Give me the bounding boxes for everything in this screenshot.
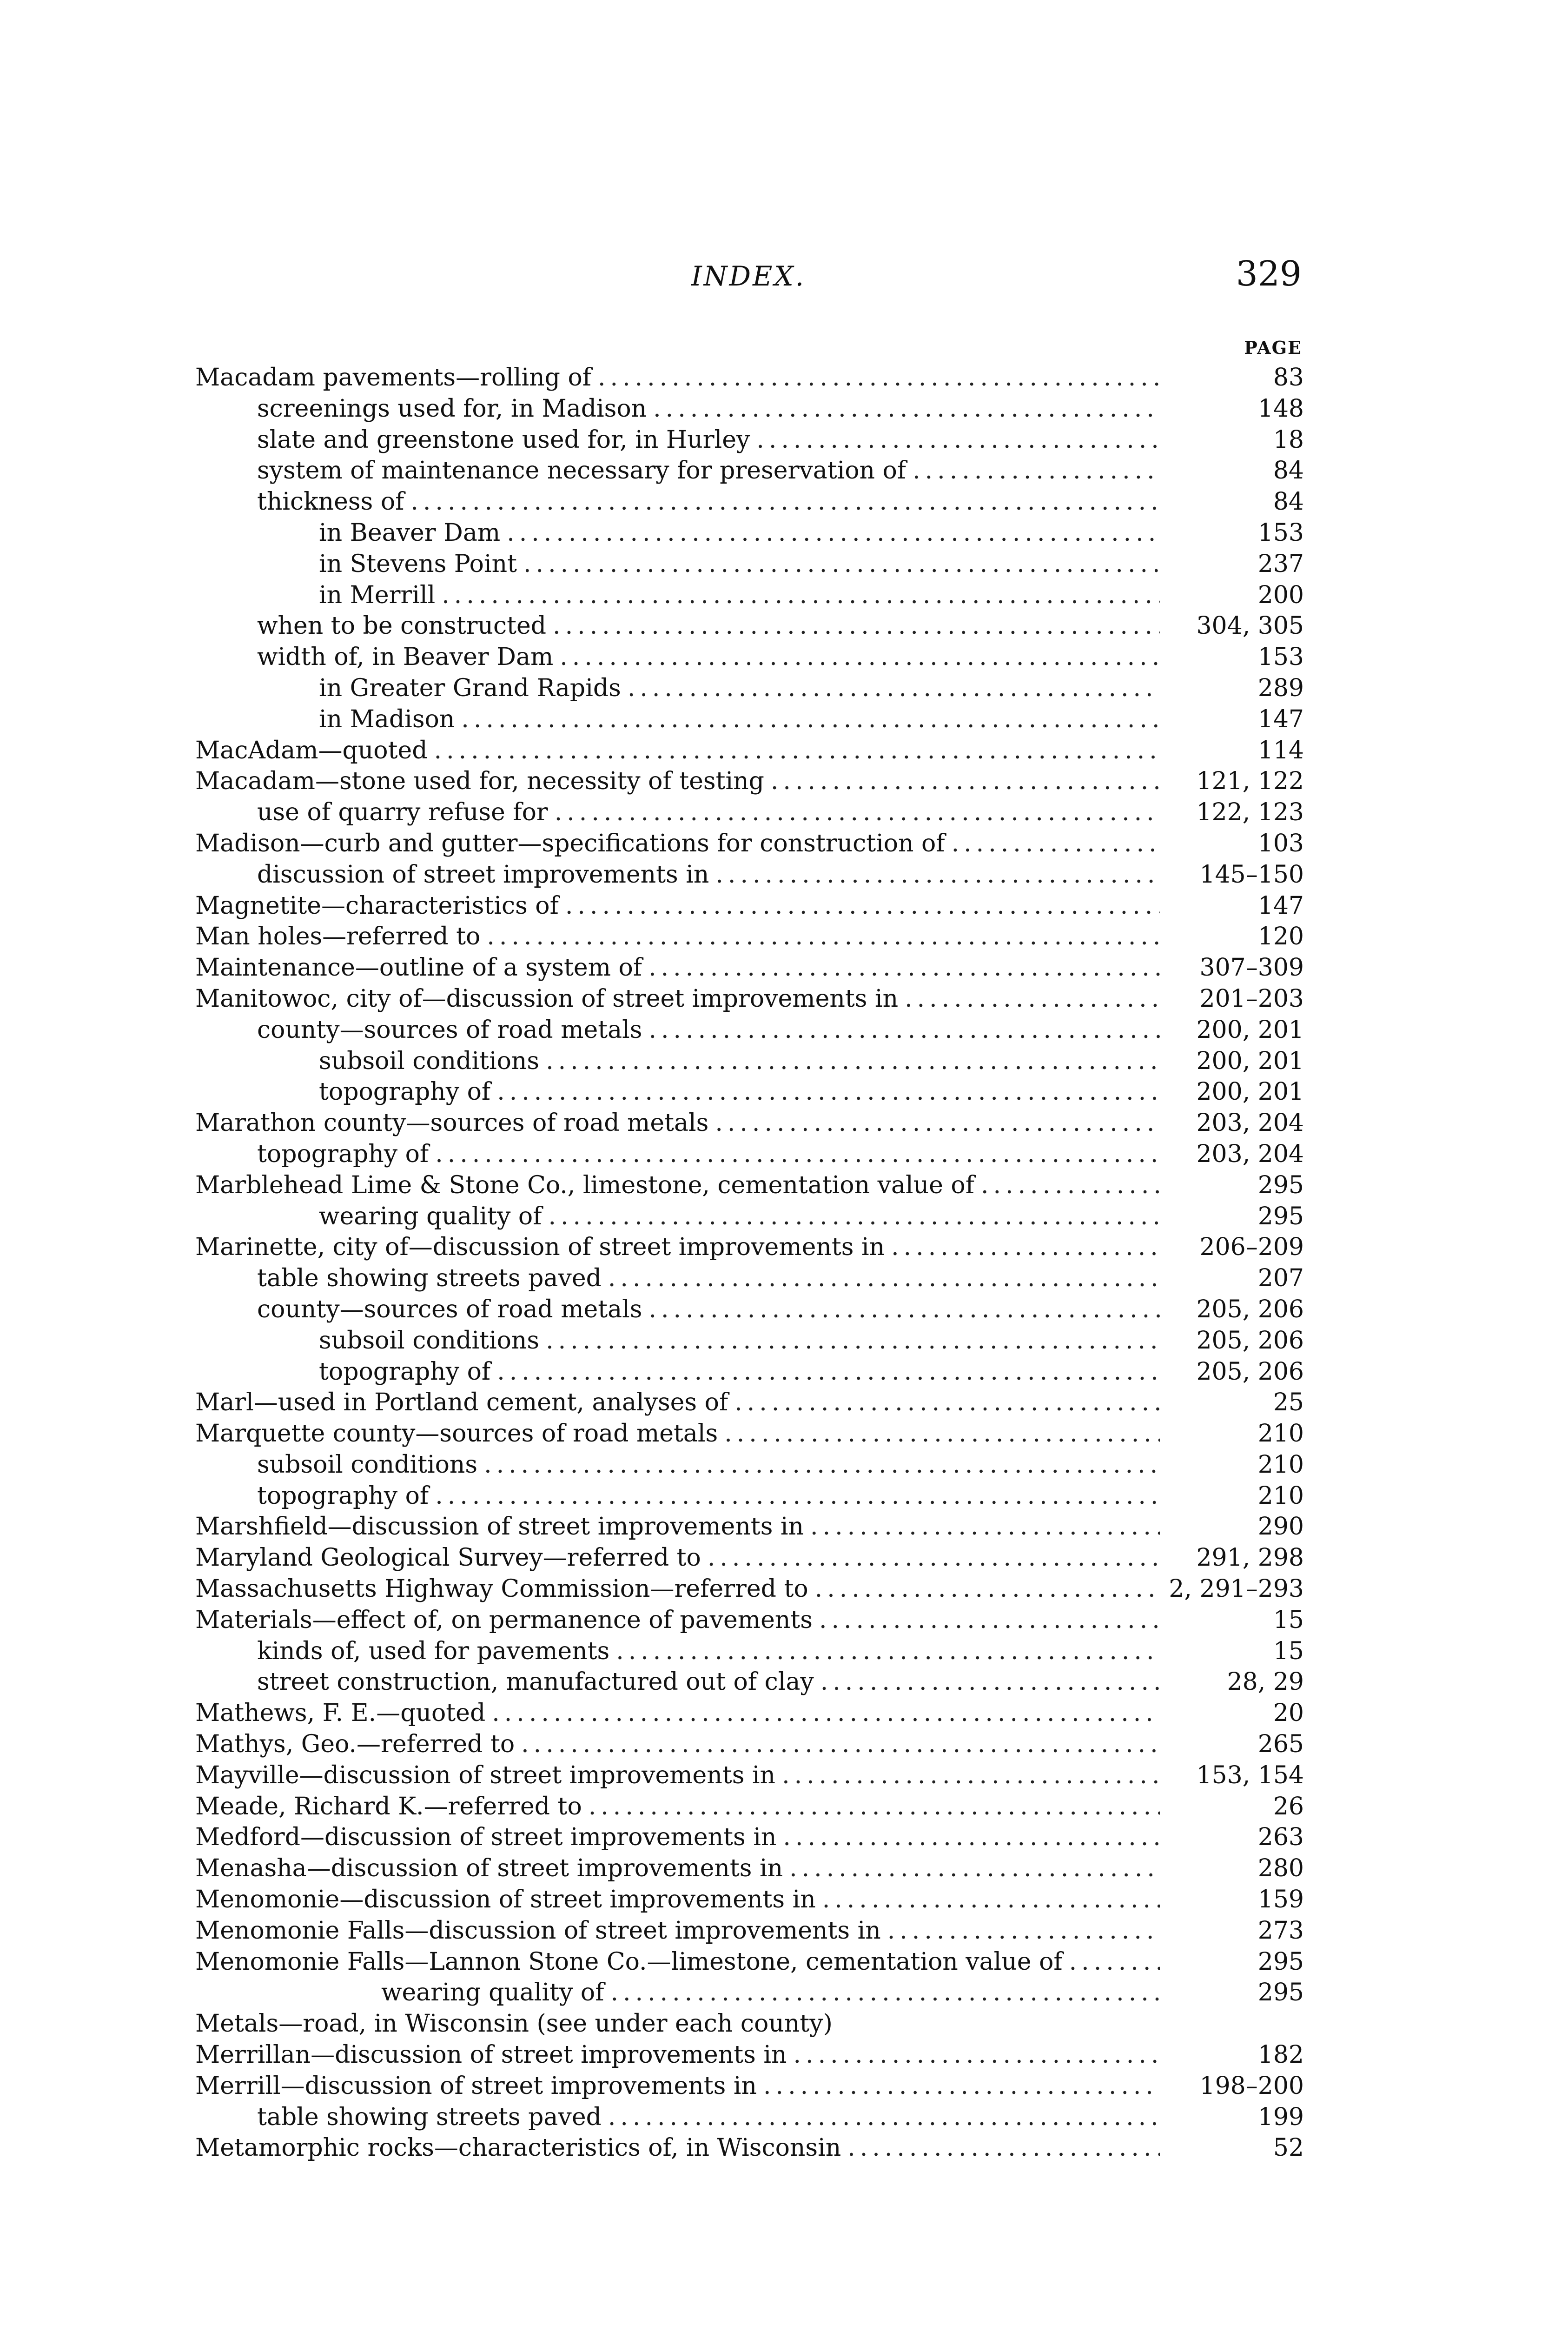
entry-page: 103 [1257, 829, 1304, 857]
entry-page: 203, 204 [1196, 1140, 1304, 1168]
entry-page: 205, 206 [1196, 1326, 1304, 1355]
entry-text: in Greater Grand Rapids [319, 674, 621, 702]
index-entry [195, 612, 1304, 643]
entry-text: Manitowoc, city of—discussion of street improvements in [195, 984, 899, 1013]
entry-text: Metals—road, in Wisconsin (see under each county) [195, 2010, 833, 2038]
entry-page: 237 [1257, 550, 1304, 578]
entry-text: discussion of street improvements in [257, 860, 709, 889]
dot-leader [487, 923, 1160, 950]
entry-text: Mathews, F. E.—quoted [195, 1699, 486, 1727]
dot-leader [847, 2134, 1160, 2162]
entry-text: Menomonie—discussion of street improvements in [195, 1886, 816, 1914]
dot-leader [546, 1327, 1160, 1355]
index-entry [195, 1451, 1304, 1482]
entry-text: in Beaver Dam [319, 518, 501, 547]
entry-text: county—sources of road metals [257, 1016, 642, 1044]
entry-text: Maintenance—outline of a system of [195, 954, 642, 982]
index-entry [195, 1327, 1304, 1358]
entry-page: 200, 201 [1196, 1016, 1304, 1044]
index-entry [195, 1793, 1304, 1824]
dot-leader [497, 1078, 1160, 1106]
index-entry [195, 798, 1304, 830]
dot-leader [820, 1668, 1160, 1696]
entry-page: 20 [1273, 1699, 1304, 1727]
dot-leader [553, 612, 1160, 640]
dot-leader [598, 364, 1160, 392]
index-entry [195, 985, 1304, 1016]
index-entry [195, 1886, 1304, 1917]
index-entry [195, 1388, 1304, 1420]
dot-leader [981, 1171, 1160, 1199]
index-entry [195, 1823, 1304, 1854]
entry-text: table showing streets paved [257, 2103, 602, 2131]
entry-page: 210 [1257, 1420, 1304, 1448]
entry-text: slate and greenstone used for, in Hurley [257, 425, 750, 454]
entry-text: street construction, manufactured out of clay [257, 1668, 814, 1696]
dot-leader [435, 1482, 1160, 1510]
entry-text: Madison—curb and gutter—specifications for construction of [195, 829, 945, 857]
entry-page: 295 [1257, 1171, 1304, 1199]
index-entry [195, 1047, 1304, 1078]
index-entry [195, 1420, 1304, 1451]
entry-text: Merrill—discussion of street improvements in [195, 2072, 757, 2100]
index-entry [195, 581, 1304, 612]
entry-page: 207 [1257, 1264, 1304, 1293]
page-title: INDEX. [691, 260, 806, 292]
index-entry [195, 1358, 1304, 1389]
entry-text: Man holes—referred to [195, 923, 481, 951]
index-entry [195, 2010, 1304, 2041]
dot-leader [819, 1606, 1160, 1634]
dot-leader [715, 1109, 1160, 1137]
index-entry [195, 364, 1304, 395]
entry-text: county—sources of road metals [257, 1295, 642, 1323]
entry-text: Marl—used in Portland cement, analyses of [195, 1388, 728, 1417]
entry-page: 15 [1273, 1606, 1304, 1634]
dot-leader [649, 1016, 1160, 1044]
dot-leader [782, 1761, 1160, 1789]
dot-leader [653, 395, 1160, 423]
index-entry [195, 1482, 1304, 1513]
index-entry [195, 1606, 1304, 1637]
dot-leader [810, 1513, 1160, 1541]
entry-page: 295 [1257, 1947, 1304, 1976]
index-entry [195, 2103, 1304, 2134]
dot-leader [442, 581, 1160, 609]
index-entry [195, 643, 1304, 674]
dot-leader [756, 426, 1160, 454]
entry-page: 120 [1257, 923, 1304, 951]
entry-text: topography of [257, 1140, 429, 1168]
entry-page: 52 [1273, 2134, 1304, 2162]
index-entry [195, 1295, 1304, 1327]
entry-page: 84 [1273, 457, 1304, 485]
index-entry [195, 1730, 1304, 1761]
entry-page: 290 [1257, 1513, 1304, 1541]
index-entry [195, 1513, 1304, 1544]
dot-leader [507, 519, 1160, 547]
entry-text: Maryland Geological Survey—referred to [195, 1544, 701, 1572]
entry-page: 25 [1273, 1388, 1304, 1417]
entry-page: 203, 204 [1196, 1109, 1304, 1137]
entry-page: 145–150 [1199, 860, 1304, 889]
dot-leader [560, 643, 1160, 671]
index-entry [195, 1668, 1304, 1699]
entry-page: 291, 298 [1196, 1544, 1304, 1572]
entry-text: Marathon county—sources of road metals [195, 1109, 709, 1137]
entry-page: 148 [1257, 394, 1304, 423]
entry-text: Macadam—stone used for, necessity of testing [195, 767, 764, 796]
dot-leader [628, 674, 1160, 702]
dot-leader [715, 861, 1160, 889]
dot-leader [497, 1358, 1160, 1386]
index-entry [195, 1979, 1304, 2010]
entry-text: topography of [319, 1357, 491, 1386]
entry-page: 114 [1257, 736, 1304, 764]
index-entry [195, 1016, 1304, 1047]
index-entry [195, 488, 1304, 519]
entry-text: width of, in Beaver Dam [257, 643, 554, 671]
entry-page: 200 [1257, 581, 1304, 609]
index-entry [195, 1171, 1304, 1202]
page-header [195, 251, 1302, 307]
index-entry [195, 892, 1304, 923]
dot-leader [1069, 1948, 1160, 1976]
entry-text: kinds of, used for pavements [257, 1637, 610, 1665]
index-entry [195, 1854, 1304, 1886]
dot-leader [521, 1730, 1160, 1758]
entry-page: 15 [1273, 1637, 1304, 1665]
entry-page: 26 [1273, 1792, 1304, 1820]
dot-leader [484, 1451, 1160, 1479]
index-entry [195, 1575, 1304, 1606]
entry-page: 147 [1257, 705, 1304, 733]
index-entry [195, 457, 1304, 488]
entry-text: Marblehead Lime & Stone Co., limestone, cementation value of [195, 1171, 974, 1199]
dot-leader [783, 1823, 1160, 1851]
dot-leader [789, 1854, 1160, 1882]
entry-page: 280 [1257, 1854, 1304, 1883]
index-entry [195, 2072, 1304, 2103]
entry-page: 210 [1257, 1450, 1304, 1479]
entry-text: subsoil conditions [319, 1047, 540, 1075]
dot-leader [434, 737, 1160, 764]
index-entry [195, 1948, 1304, 1979]
page-number: 329 [1236, 254, 1302, 294]
dot-leader [546, 1047, 1160, 1075]
entry-text: Massachusetts Highway Commission—referred to [195, 1575, 808, 1603]
entry-page: 2, 291–293 [1169, 1575, 1304, 1603]
index-entry [195, 830, 1304, 861]
entry-page: 159 [1257, 1886, 1304, 1914]
dot-leader [734, 1388, 1160, 1416]
entry-text: when to be constructed [257, 612, 547, 640]
dot-leader [548, 1202, 1160, 1230]
dot-leader [815, 1575, 1160, 1603]
entry-text: Mayville—discussion of street improvements in [195, 1761, 776, 1789]
index-entry [195, 1699, 1304, 1730]
index-entry [195, 674, 1304, 705]
entry-text: topography of [319, 1078, 491, 1106]
index-entry [195, 519, 1304, 550]
entry-text: wearing quality of [319, 1202, 542, 1230]
entry-page: 200, 201 [1196, 1047, 1304, 1075]
index-entry [195, 1264, 1304, 1295]
entry-page: 153, 154 [1196, 1761, 1304, 1789]
entry-text: Medford—discussion of street improvements in [195, 1823, 777, 1852]
entry-page: 295 [1257, 1979, 1304, 2007]
index-entry [195, 737, 1304, 768]
entry-text: Marquette county—sources of road metals [195, 1420, 718, 1448]
index-entry [195, 767, 1304, 798]
entry-page: 182 [1257, 2041, 1304, 2069]
dot-leader [905, 985, 1160, 1013]
entry-text: Menomonie Falls—discussion of street improvements in [195, 1916, 881, 1945]
entry-page: 122, 123 [1196, 798, 1304, 827]
entry-page: 206–209 [1199, 1233, 1304, 1262]
entry-text: Magnetite—characteristics of [195, 891, 559, 920]
dot-leader [565, 892, 1160, 920]
entry-page: 210 [1257, 1481, 1304, 1510]
index-entries [195, 364, 1304, 2165]
dot-leader [763, 2072, 1160, 2100]
dot-leader [461, 705, 1160, 733]
entry-page: 205, 206 [1196, 1295, 1304, 1323]
entry-text: in Madison [319, 705, 455, 733]
index-entry [195, 1078, 1304, 1109]
entry-page: 289 [1257, 674, 1304, 702]
index-entry [195, 426, 1304, 457]
entry-page: 153 [1257, 518, 1304, 547]
entry-page: 263 [1257, 1823, 1304, 1852]
dot-leader [649, 1295, 1160, 1323]
entry-page: 200, 201 [1196, 1078, 1304, 1106]
entry-text: use of quarry refuse for [257, 798, 548, 827]
dot-leader [608, 2103, 1160, 2131]
index-entry [195, 1202, 1304, 1234]
dot-leader [616, 1637, 1160, 1665]
entry-page: 147 [1257, 891, 1304, 920]
entry-page: 83 [1273, 364, 1304, 392]
index-entry [195, 2041, 1304, 2072]
entry-page: 295 [1257, 1202, 1304, 1230]
entry-text: Meade, Richard K.—referred to [195, 1792, 582, 1820]
index-entry [195, 1109, 1304, 1140]
entry-page: 273 [1257, 1916, 1304, 1945]
dot-leader [771, 767, 1160, 795]
entry-text: Merrillan—discussion of street improvements in [195, 2041, 787, 2069]
entry-text: wearing quality of [381, 1979, 604, 2007]
dot-leader [492, 1699, 1160, 1727]
dot-leader [589, 1793, 1160, 1820]
dot-leader [608, 1264, 1160, 1292]
dot-leader [410, 488, 1160, 516]
dot-leader [887, 1917, 1160, 1945]
index-entry [195, 1917, 1304, 1948]
index-entry [195, 1637, 1304, 1668]
index-entry [195, 1140, 1304, 1171]
dot-leader [648, 954, 1160, 982]
entry-page: 199 [1257, 2103, 1304, 2131]
entry-text: topography of [257, 1481, 429, 1510]
index-entry [195, 550, 1304, 581]
index-entry [195, 395, 1304, 426]
index-entry [195, 705, 1304, 737]
index-entry [195, 923, 1304, 954]
entry-page: 265 [1257, 1730, 1304, 1759]
entry-page: 18 [1273, 425, 1304, 454]
entry-text: in Stevens Point [319, 550, 517, 578]
entry-page: 28, 29 [1227, 1668, 1304, 1696]
entry-page: 201–203 [1199, 984, 1304, 1013]
entry-page: 205, 206 [1196, 1357, 1304, 1386]
dot-leader [913, 457, 1160, 485]
index-entry [195, 1233, 1304, 1264]
entry-page: 304, 305 [1196, 612, 1304, 640]
entry-text: Menomonie Falls—Lannon Stone Co.—limestone, cementation value of [195, 1947, 1063, 1976]
entry-text: Macadam pavements—rolling of [195, 364, 592, 392]
entry-text: subsoil conditions [319, 1326, 540, 1355]
entry-text: system of maintenance necessary for preservation of [257, 457, 906, 485]
entry-text: Metamorphic rocks—characteristics of, in Wisconsin [195, 2134, 841, 2162]
dot-leader [435, 1140, 1160, 1168]
entry-text: screenings used for, in Madison [257, 394, 647, 423]
entry-text: Marshfield—discussion of street improvements in [195, 1513, 804, 1541]
index-entry [195, 1761, 1304, 1793]
dot-leader [523, 550, 1160, 578]
entry-text: MacAdam—quoted [195, 736, 428, 764]
page-column-label: PAGE [1244, 337, 1302, 358]
dot-leader [555, 798, 1160, 826]
entry-text: Menasha—discussion of street improvements in [195, 1854, 783, 1883]
dot-leader [794, 2041, 1160, 2069]
index-entry [195, 2134, 1304, 2165]
entry-text: Mathys, Geo.—referred to [195, 1730, 515, 1759]
entry-text: Materials—effect of, on permanence of pavements [195, 1606, 813, 1634]
entry-text: subsoil conditions [257, 1450, 478, 1479]
entry-text: in Merrill [319, 581, 436, 609]
dot-leader [708, 1544, 1160, 1572]
dot-leader [724, 1420, 1160, 1448]
index-entry [195, 1544, 1304, 1575]
entry-text: Marinette, city of—discussion of street improvements in [195, 1233, 885, 1262]
entry-page: 198–200 [1199, 2072, 1304, 2100]
dot-leader [952, 830, 1160, 857]
dot-leader [891, 1233, 1160, 1261]
entry-text: table showing streets paved [257, 1264, 602, 1293]
entry-page: 84 [1273, 488, 1304, 516]
entry-page: 121, 122 [1196, 767, 1304, 796]
index-entry [195, 861, 1304, 892]
dot-leader [610, 1979, 1160, 2006]
entry-page: 307–309 [1199, 954, 1304, 982]
entry-page: 153 [1257, 643, 1304, 671]
entry-text: thickness of [257, 488, 404, 516]
index-entry [195, 954, 1304, 985]
dot-leader [822, 1886, 1160, 1913]
